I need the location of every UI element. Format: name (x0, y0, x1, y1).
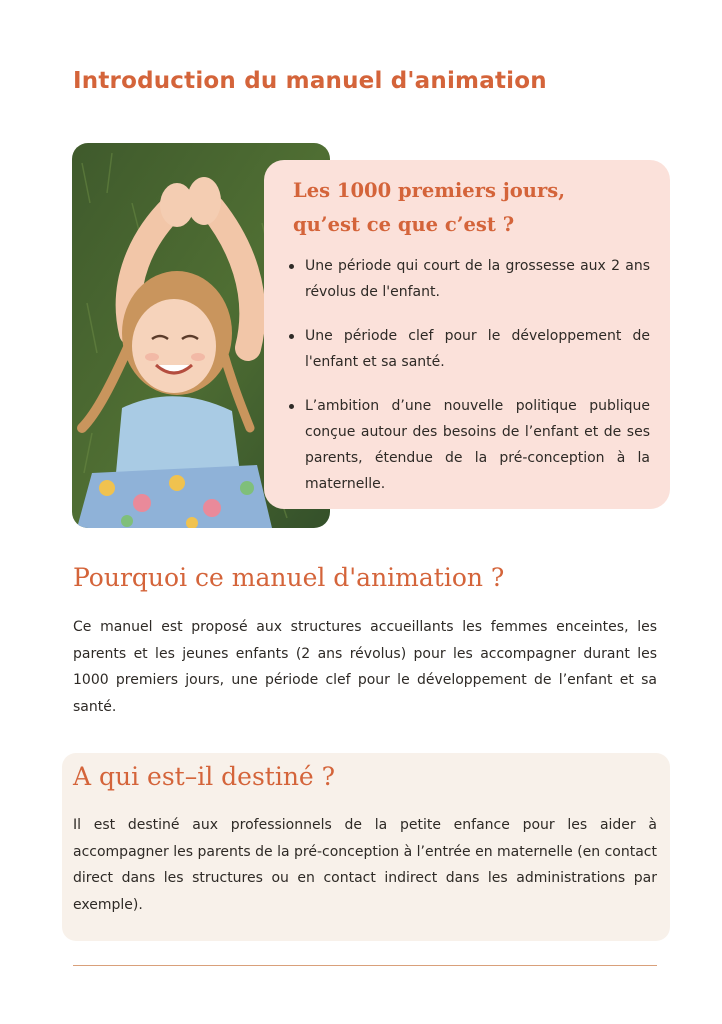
bullet-icon (289, 334, 294, 339)
list-item (293, 253, 650, 305)
thousand-days-title-line1: Les 1000 premiers jours, (293, 179, 566, 202)
list-item (293, 393, 650, 497)
thousand-days-title (293, 174, 593, 242)
list-item-text: Une période qui court de la grossesse aux 2 ans révolus de l'enfant. (305, 258, 650, 300)
thousand-days-title-line2: qu’est ce que c’est ? (293, 213, 515, 236)
list-item-text: Une période clef pour le développement de l'enfant et sa santé. (305, 328, 650, 370)
list-item (293, 323, 650, 375)
bullet-icon (289, 264, 294, 269)
audience-section-title: A qui est–il destiné ? (73, 762, 336, 791)
thousand-days-card (264, 160, 670, 509)
why-section-text: Ce manuel est proposé aux structures accueillants les femmes enceintes, les parents et les jeunes enfants (2 ans révolus) pour les accompagner durant les 1000 premiers jours, une période clef pour le développement de l’enfant et sa santé. (73, 619, 657, 715)
thousand-days-list (293, 253, 650, 497)
page-title: Introduction du manuel d'animation (73, 68, 547, 94)
list-item-text: L’ambition d’une nouvelle politique publique conçue autour des besoins de l’enfant et de ses parents, étendue de la pré-conception à la maternelle. (305, 398, 650, 492)
bullet-icon (289, 404, 294, 409)
footer-divider (73, 965, 657, 966)
audience-section-text: Il est destiné aux professionnels de la petite enfance pour les aider à accompagner les parents de la pré-conception à l’entrée en maternelle (en contact direct dans les structures ou en contact indirect dans les administrations par exemple). (73, 817, 657, 913)
why-section-title: Pourquoi ce manuel d'animation ? (73, 563, 505, 592)
